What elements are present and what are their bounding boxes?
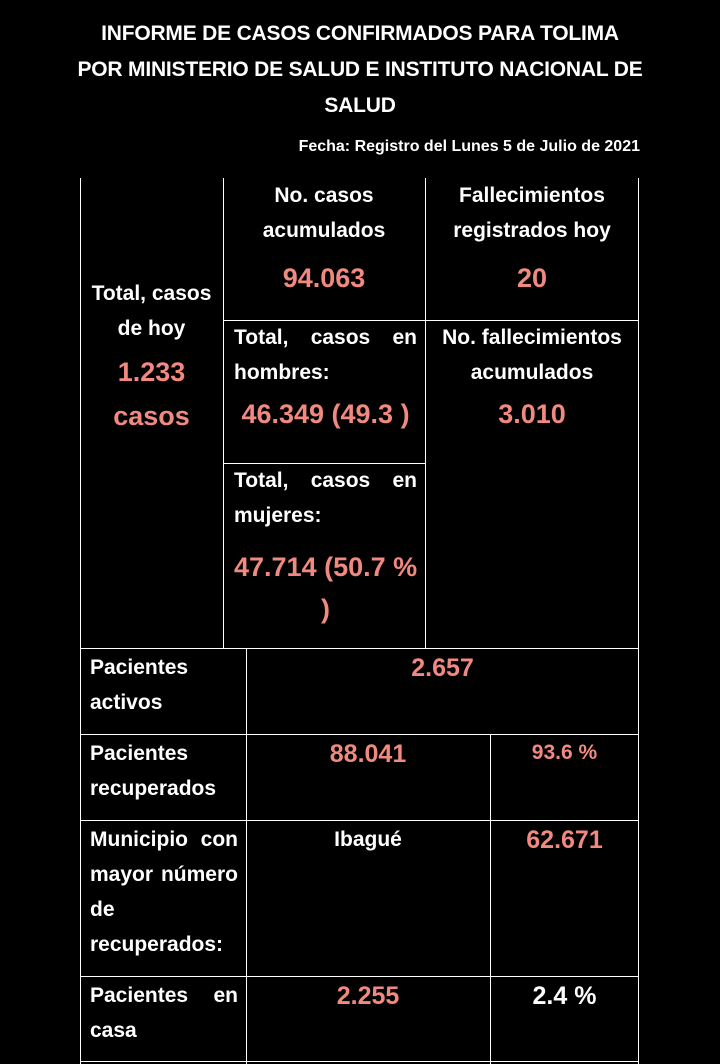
recovered-patients-label — [90, 736, 240, 806]
grid-line — [80, 648, 81, 1064]
total-cases-today-label: Total, casos — [91, 282, 212, 305]
active-patients-number: 2.657 — [411, 654, 474, 682]
women-cases-value: 47.714 (50.7 % — [234, 552, 418, 582]
municipality-label — [90, 822, 238, 962]
municipality-label-word: mayor — [90, 863, 154, 886]
home-patients-number: 2.255 — [336, 982, 400, 1010]
women-cases-label-word: casos — [310, 469, 371, 492]
accumulated-deaths-label: No. fallecimientos — [442, 326, 622, 349]
total-cases-today-label: de hoy — [117, 317, 186, 340]
accumulated-deaths-value: 3.010 — [498, 399, 566, 429]
women-cases-value-close: ) — [321, 594, 330, 624]
women-cases-label-word: Total, — [234, 469, 289, 492]
home-patients-label-word: Pacientes — [90, 984, 189, 1007]
men-cases-label: hombres: — [234, 361, 330, 384]
municipality-label-line — [90, 857, 238, 892]
grid-line — [80, 734, 639, 735]
accumulated-deaths-label: acumulados — [470, 361, 594, 384]
total-cases-today-unit: casos — [113, 401, 190, 431]
municipality-label-line: recuperados: — [90, 933, 224, 956]
report-date: Fecha: Registro del Lunes 5 de Julio de 2021 — [298, 138, 640, 155]
municipality-number: 62.671 — [526, 826, 603, 854]
home-patients-value — [246, 978, 490, 1014]
home-patients-pct-text: 2.4 % — [532, 982, 597, 1010]
active-patients-label — [90, 650, 240, 720]
women-cases-cell — [234, 463, 417, 629]
municipality-label-line: de — [90, 898, 115, 921]
men-cases-value: 46.349 (49.3 ) — [241, 399, 410, 429]
men-cases-label-word: casos — [310, 326, 371, 349]
recovered-patients-percent — [490, 736, 639, 770]
home-patients-label — [90, 978, 238, 1048]
grid-line — [80, 648, 639, 649]
accumulated-cases-value: 94.063 — [282, 263, 366, 293]
recovered-patients-number: 88.041 — [329, 740, 407, 768]
total-cases-today-cell — [80, 276, 223, 438]
grid-line — [80, 820, 639, 821]
total-cases-today-value: 1.233 — [117, 357, 186, 387]
grid-line — [80, 1061, 639, 1062]
grid-line — [80, 976, 639, 977]
active-patients-label-line: Pacientes — [90, 656, 189, 679]
grid-line — [490, 734, 491, 1064]
recovered-patients-pct-text: 93.6 % — [531, 741, 598, 764]
title-line-3: SALUD — [324, 94, 396, 117]
home-patients-label-word: en — [213, 984, 238, 1007]
recovered-patients-value — [246, 736, 490, 772]
report-title — [60, 16, 660, 124]
accumulated-cases-label: No. casos — [274, 184, 374, 207]
home-patients-label-line — [90, 978, 238, 1013]
women-cases-label: mujeres: — [234, 504, 322, 527]
municipality-label-word: Municipio — [90, 828, 188, 851]
deaths-today-cell — [425, 178, 639, 298]
deaths-today-value: 20 — [516, 263, 548, 293]
women-cases-label — [234, 463, 417, 498]
accumulated-cases-label: acumulados — [262, 219, 386, 242]
men-cases-label — [234, 320, 417, 355]
home-patients-percent — [490, 978, 639, 1014]
deaths-today-label: registrados hoy — [453, 219, 611, 242]
municipality-label-word: número — [160, 863, 238, 886]
women-cases-label-word: en — [392, 469, 417, 492]
title-line-1: INFORME DE CASOS CONFIRMADOS PARA TOLIMA — [101, 22, 619, 45]
title-line-2: POR MINISTERIO DE SALUD E INSTITUTO NACIONAL DE — [77, 58, 643, 81]
active-patients-label-line: activos — [90, 691, 163, 714]
men-cases-cell — [234, 320, 417, 436]
active-patients-value — [246, 650, 639, 686]
municipality-label-word: con — [200, 828, 238, 851]
municipality-value — [490, 822, 639, 858]
recovered-patients-label-line: recuperados — [90, 777, 217, 800]
accumulated-deaths-cell — [425, 320, 639, 436]
municipality-name — [246, 822, 490, 857]
men-cases-label-word: Total, — [234, 326, 289, 349]
municipality-name-text: Ibagué — [334, 828, 402, 851]
recovered-patients-label-line: Pacientes — [90, 742, 189, 765]
deaths-today-label: Fallecimientos — [459, 184, 605, 207]
municipality-label-line — [90, 822, 238, 857]
men-cases-label-word: en — [392, 326, 417, 349]
accumulated-cases-cell — [223, 178, 425, 298]
home-patients-label-line: casa — [90, 1019, 137, 1042]
